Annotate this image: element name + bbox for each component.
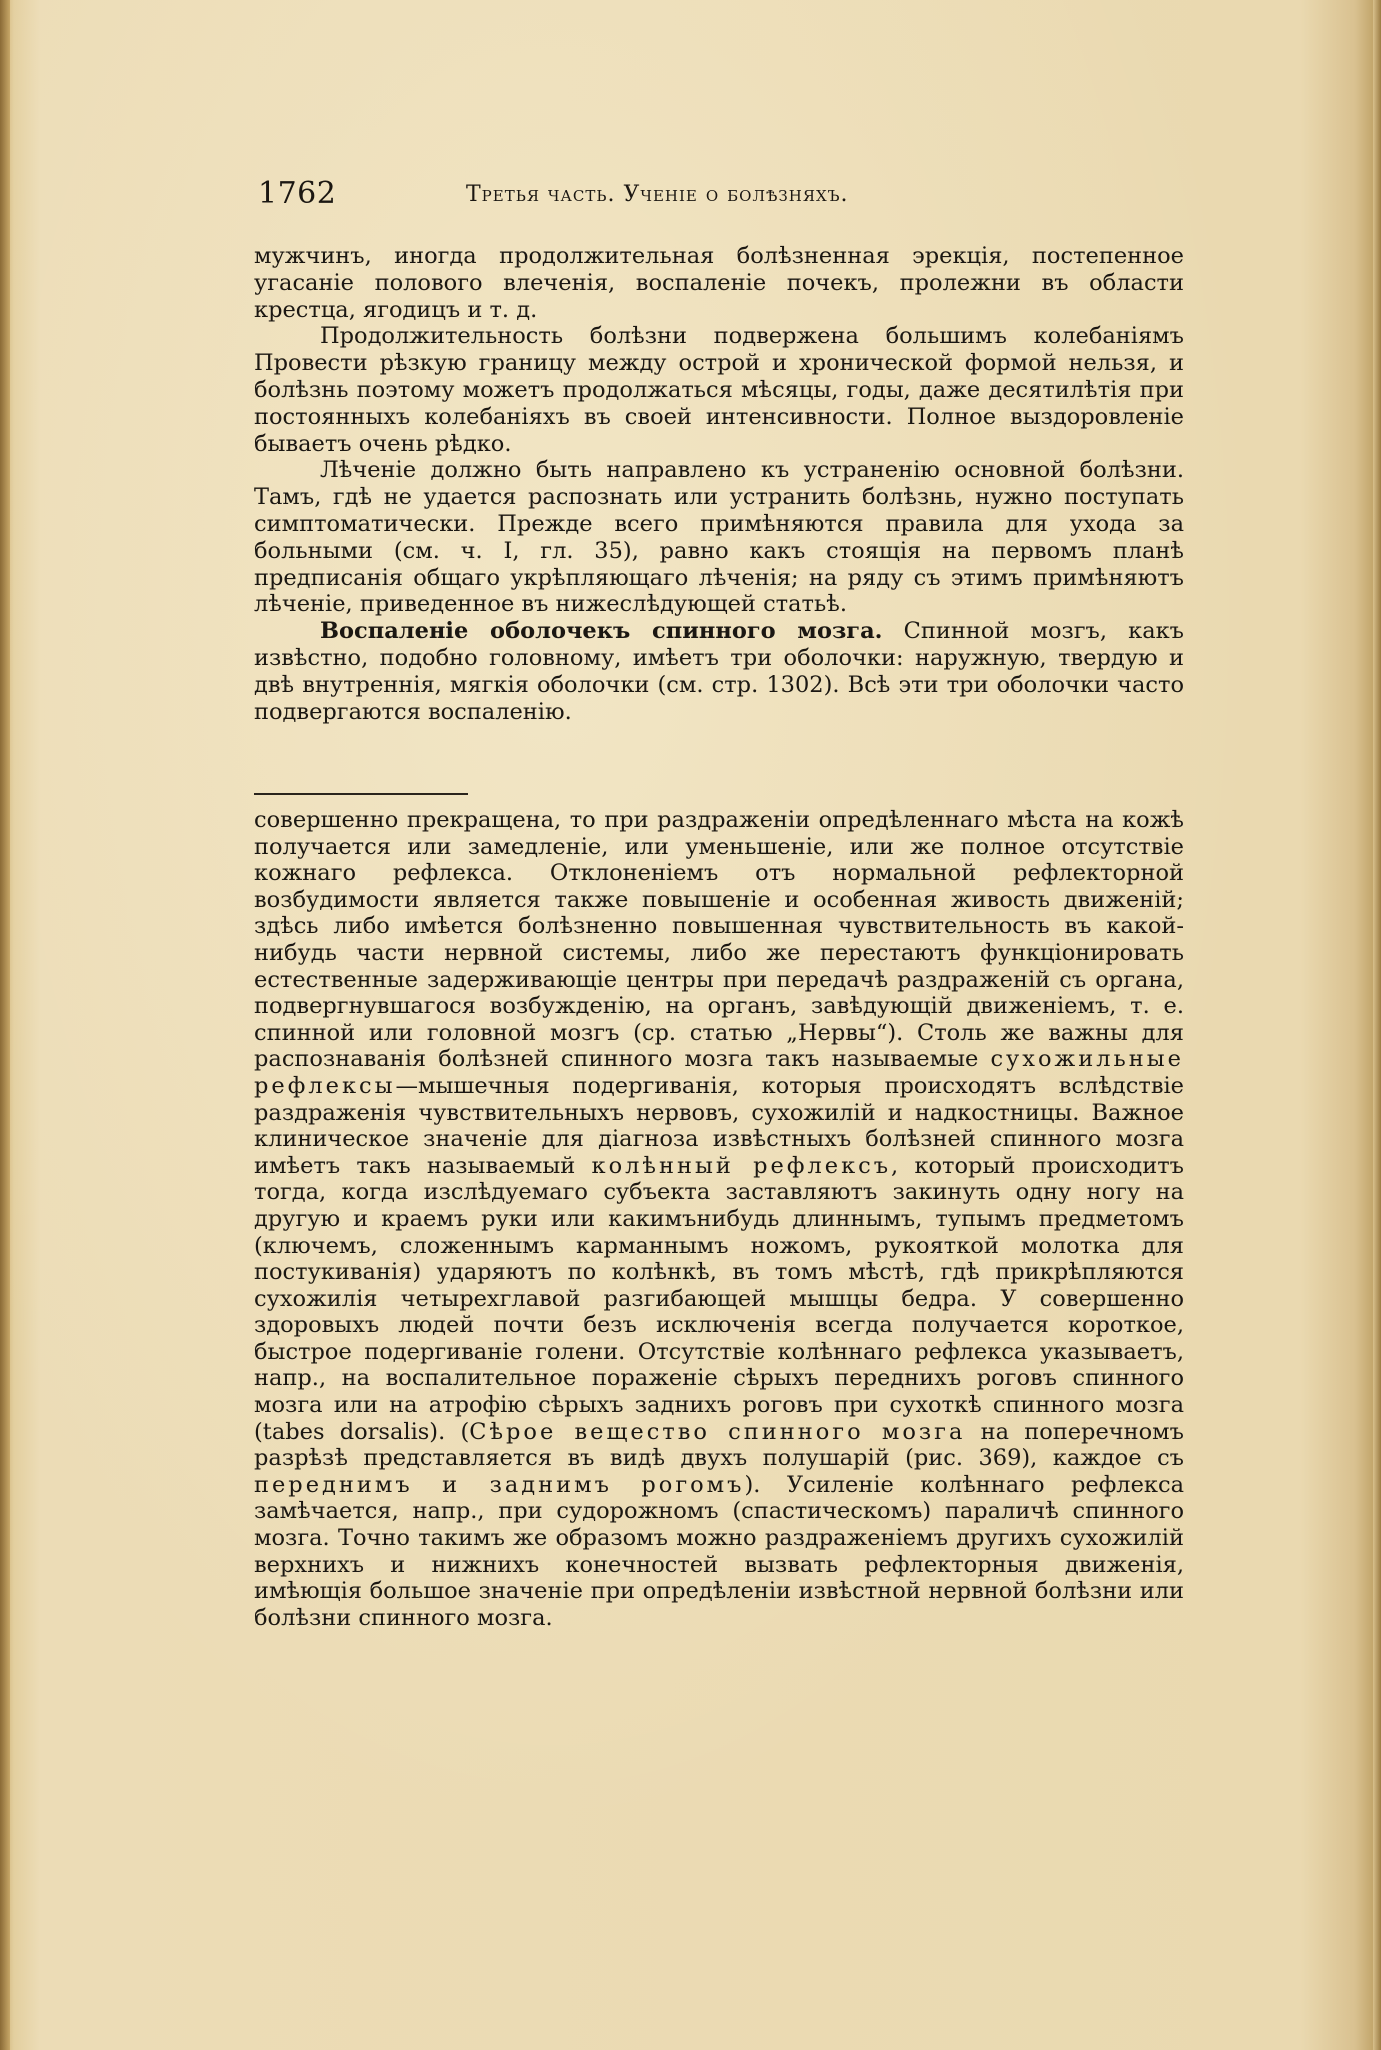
spaced-term: переднимъ и заднимъ рогомъ [254, 1471, 745, 1498]
footnote-divider [254, 793, 468, 795]
footnote-segment: на поперечномъ разрѣзѣ представляется въ видѣ двухъ полушарій (рис. 369), каждое съ [254, 1418, 1184, 1472]
paragraph-course: Продолжительность болѣзни подвержена большимъ колебаніямъ Провести рѣзкую границу между острой и хронической формой нельзя, и болѣзнь поэтому можетъ продолжаться мѣсяцы, годы, даже десятилѣтія при постоянныхъ колебаніяхъ въ своей интенсивности. Полное выздоровленіе бываетъ очень рѣдко. [254, 323, 1184, 457]
footnote-segment: —мышечныя подергиванія, которыя происходятъ вслѣдствіе раздраженія чувствительныхъ нервовъ, сухожилій и надкостницы. Важное клиническое значеніе для діагноза извѣстныхъ болѣзней спинного мозга имѣетъ такъ называемый [254, 1072, 1184, 1179]
paragraph-continuation: мужчинъ, иногда продолжительная болѣзненная эрекція, постепенное угасаніе полового влеченія, воспаленіе почекъ, пролежни въ области крестца, ягодицъ и т. д. [254, 243, 1184, 323]
paragraph-treatment: Лѣченіе должно быть направлено къ устраненію основной болѣзни. Тамъ, гдѣ не удается распознать или устранить болѣзнь, нужно поступать симптоматически. Прежде всего примѣняются правила для ухода за больными (см. ч. I, гл. 35), равно какъ стоящія на первомъ планѣ предписанія общаго укрѣпляющаго лѣченія; на ряду съ этимъ примѣняютъ лѣченіе, приведенное въ нижеслѣдующей статьѣ. [254, 457, 1184, 618]
paragraph-meningitis [254, 618, 1184, 725]
footnote-segment: совершенно прекращена, то при раздраженіи опредѣленнаго мѣста на кожѣ получается или замедленіе, или уменьшеніе, или же полное отсутствіе кожнаго рефлекса. Отклоненіемъ отъ нормальной рефлекторной возбудимости является также повышеніе и особенная живость движеній; здѣсь либо имѣется болѣзненно повышенная чувствительность въ какой-нибудь части нервной системы, либо же перестаютъ функціонировать естественные задерживающіе центры при передачѣ раздраженій съ органа, подвергнувшагося возбужденію, на органъ, завѣдующій движеніемъ, т. е. спинной или головной мозгъ (ср. статью „Нервы“). Столь же важны для распознаванія болѣзней спинного мозга такъ называемые [254, 807, 1184, 1073]
running-title: Третья часть. Ученіе о болѣзняхъ. [466, 182, 849, 207]
spaced-term: сухожильные рефлексы [254, 1046, 1184, 1099]
page-right-edge [1373, 0, 1381, 2050]
page-number: 1762 [258, 176, 337, 211]
footnote-segment: , который происходитъ тогда, когда изслѣдуемаго субъекта заставляютъ закинуть одну ногу на другую и краемъ руки или какимънибудь длиннымъ, тупымъ предметомъ (ключемъ, сложеннымъ карманнымъ ножомъ, рукояткой молотка для постукиванія) ударяютъ по колѣнкѣ, въ томъ мѣстѣ, гдѣ прикрѣпляются сухожилія четырехглавой разгибающей мышцы бедра. У совершенно здоровыхъ людей почти безъ исключенія всегда получается короткое, быстрое подергиваніе голени. Отсутствіе колѣннаго рефлекса указываетъ, напр., на воспалительное пораженіе сѣрыхъ переднихъ роговъ спинного мозга или на атрофію сѣрыхъ заднихъ роговъ при сухоткѣ спинного мозга (tabes dorsalis). ( [254, 1152, 1184, 1445]
footnote-text [254, 807, 1184, 1631]
spaced-term: колѣнный рефлексъ [591, 1152, 892, 1179]
main-text [254, 243, 1184, 725]
footnote-segment: ). Усиленіе колѣннаго рефлекса замѣчается, напр., при судорожномъ (спастическомъ) параличѣ спинного мозга. Точно такимъ же образомъ можно раздраженіемъ другихъ сухожилій верхнихъ и нижнихъ конечностей вызвать рефлекторныя движенія, имѣющія большое значеніе при опредѣленіи извѣстной нервной болѣзни или болѣзни спинного мозга. [254, 1471, 1184, 1631]
section-heading: Воспаленіе оболочекъ спинного мозга. [320, 618, 883, 645]
page-header [258, 176, 1188, 216]
section-text: Спинной мозгъ, какъ извѣстно, подобно головному, имѣетъ три оболочки: наружную, твердую и двѣ внутреннія, мягкія оболочки (см. стр. 1302). Всѣ эти три оболочки часто подвергаются воспаленію. [254, 618, 1184, 725]
footnote-paragraph [254, 807, 1184, 1631]
spaced-term: Сѣрое вещество спинного мозга [469, 1418, 966, 1445]
page-spine-edge [0, 0, 10, 2050]
